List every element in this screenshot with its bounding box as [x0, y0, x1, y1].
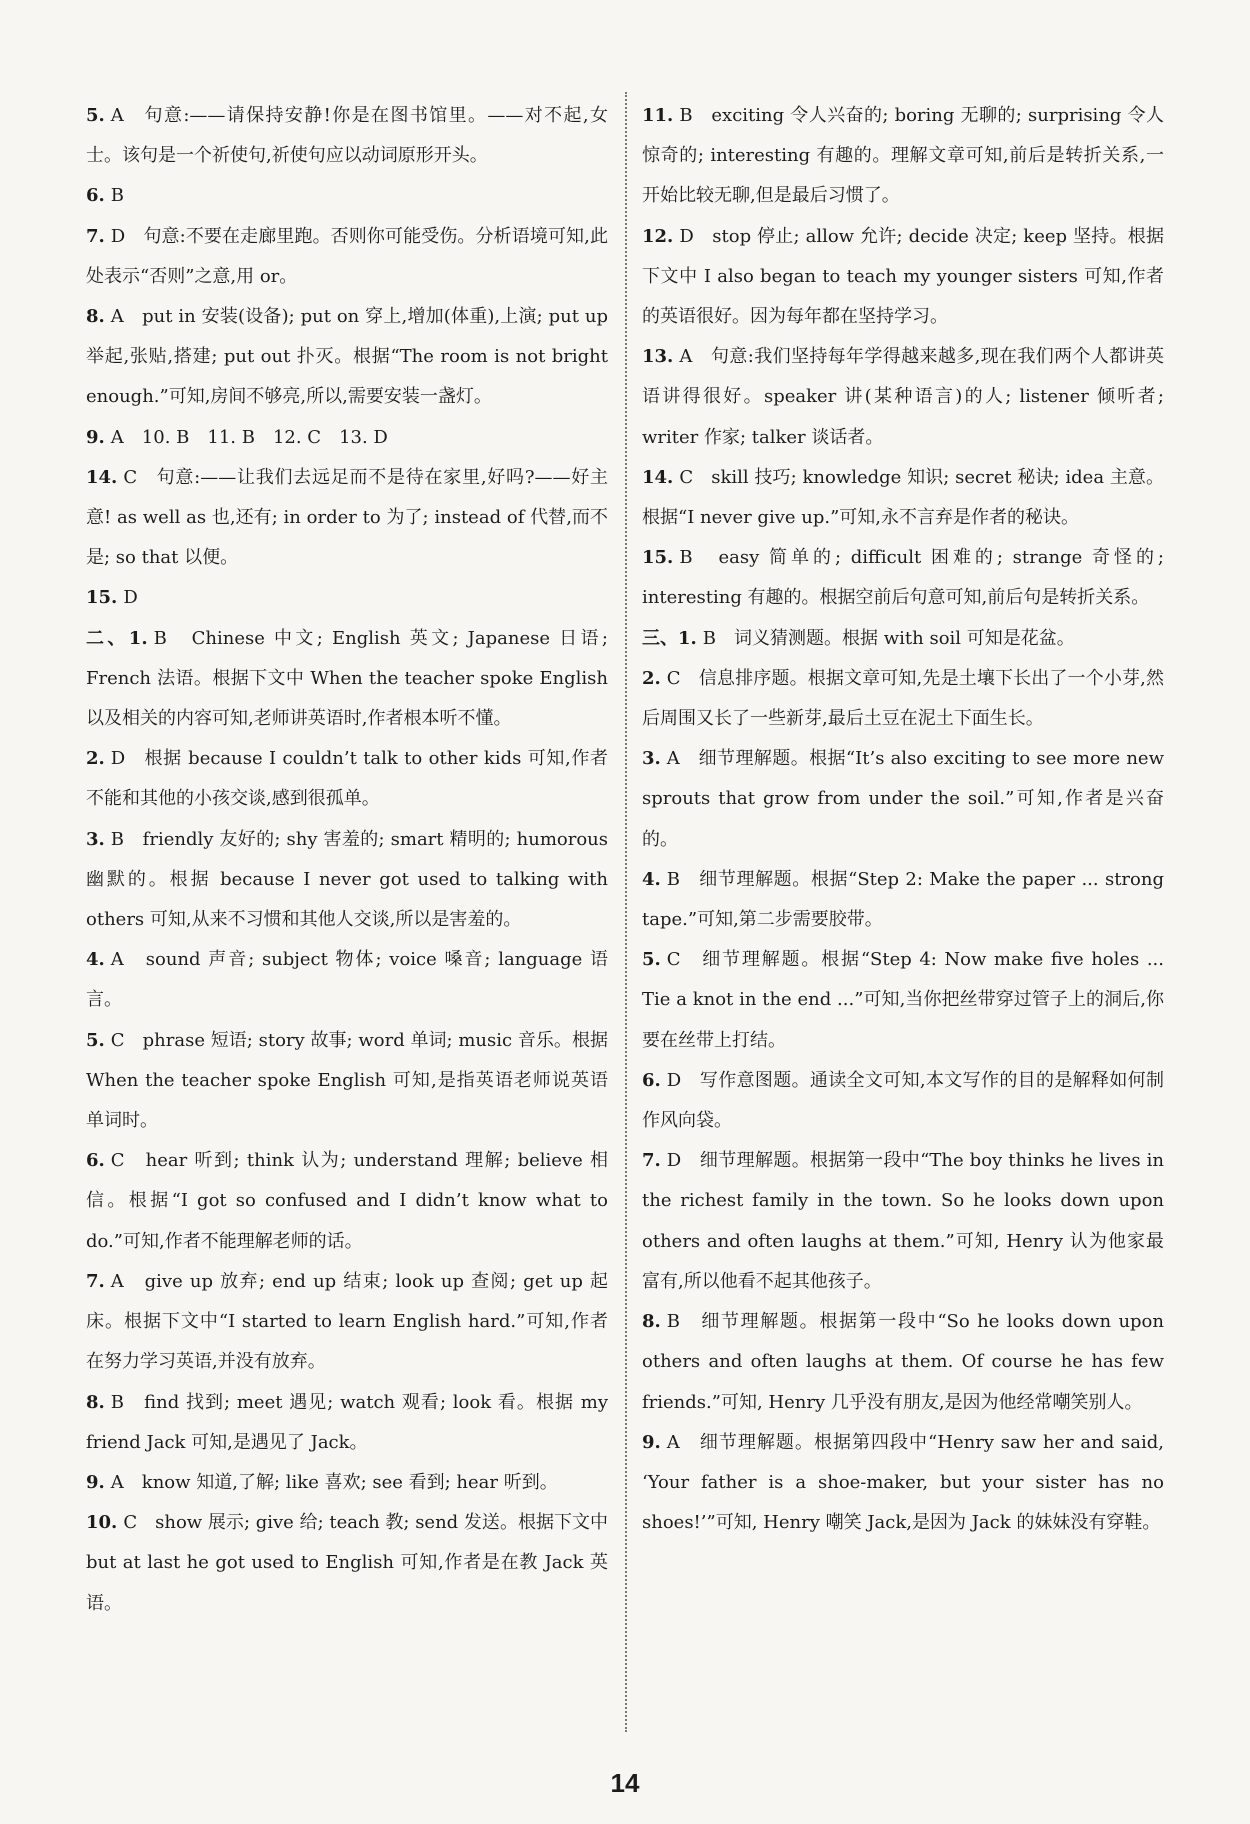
answer-number: 3.	[642, 748, 661, 770]
answer-item	[86, 820, 608, 941]
answer-item	[642, 619, 1164, 659]
answer-number: 6.	[642, 1069, 661, 1091]
answer-number: 二、1.	[86, 627, 148, 649]
answer-item	[86, 1383, 608, 1463]
answer-number: 8.	[86, 1391, 105, 1413]
answer-item	[86, 1141, 608, 1262]
answer-number: 7.	[642, 1150, 661, 1172]
answer-item	[86, 578, 608, 618]
answer-text: B Chinese 中文; English 英文; Japanese 日语; French 法语。根据下文中 When the teacher spoke English 以及相关的内容可知,老师讲英语时,作者根本听不懂。	[86, 627, 608, 730]
answer-number: 5.	[86, 1029, 105, 1051]
answer-text: D 写作意图题。通读全文可知,本文写作的目的是解释如何制作风向袋。	[642, 1069, 1164, 1132]
answer-number: 14.	[86, 466, 118, 488]
answer-item	[642, 1423, 1164, 1544]
answer-number: 6.	[86, 1150, 105, 1172]
answer-number: 15.	[642, 547, 674, 569]
answer-text: D	[123, 587, 138, 609]
answer-number: 15.	[86, 587, 118, 609]
answer-text: B friendly 友好的; shy 害羞的; smart 精明的; humorous 幽默的。根据 because I never got used to talking with others 可知,从来不习惯和其他人交谈,所以是害羞的。	[86, 828, 608, 931]
answer-text: C hear 听到; think 认为; understand 理解; believe 相信。根据“I got so confused and I didn’t know what to do.”可知,作者不能理解老师的话。	[86, 1150, 608, 1252]
answer-number: 6.	[86, 185, 105, 207]
answer-text: A know 知道,了解; like 喜欢; see 看到; hear 听到。	[110, 1471, 558, 1493]
answer-number: 9.	[642, 1431, 661, 1453]
answer-number: 14.	[642, 466, 674, 488]
answer-text: B easy 简单的; difficult 困难的; strange 奇怪的; interesting 有趣的。根据空前后句意可知,前后句是转折关系。	[642, 547, 1164, 609]
answer-text: C show 展示; give 给; teach 教; send 发送。根据下文中 but at last he got used to English 可知,作者是在教 Jack 英语。	[86, 1512, 608, 1614]
answer-item	[642, 659, 1164, 739]
answer-item	[86, 1503, 608, 1624]
answer-item	[86, 1021, 608, 1142]
answer-number: 13.	[642, 346, 674, 368]
answer-number: 2.	[642, 667, 661, 689]
answer-text: B 细节理解题。根据“Step 2: Make the paper ... strong tape.”可知,第二步需要胶带。	[642, 868, 1164, 931]
answer-item	[642, 739, 1164, 860]
column-divider	[625, 92, 627, 1732]
answer-item	[642, 96, 1164, 217]
answer-text: C phrase 短语; story 故事; word 单词; music 音乐。根据 When the teacher spoke English 可知,是指英语老师说英语单词时。	[86, 1029, 608, 1132]
answer-item	[642, 860, 1164, 940]
answer-number: 三、1.	[642, 627, 697, 649]
answer-number: 7.	[86, 225, 105, 247]
answer-number: 7.	[86, 1270, 105, 1292]
answer-text: A 句意:——请保持安静!你是在图书馆里。——对不起,女士。该句是一个祈使句,祈使句应以动词原形开头。	[86, 105, 608, 167]
answer-number: 10.	[86, 1512, 118, 1534]
right-column	[642, 96, 1164, 1543]
answer-number: 4.	[86, 949, 105, 971]
answer-item	[86, 619, 608, 740]
answer-item	[86, 1262, 608, 1383]
answer-number: 8.	[86, 306, 105, 328]
answer-number: 4.	[642, 868, 661, 890]
answer-number: 8.	[642, 1311, 661, 1333]
answer-text: C 句意:——让我们去远足而不是待在家里,好吗?——好主意! as well as 也,还有; in order to 为了; instead of 代替,而不是; so that 以便。	[86, 466, 608, 569]
answer-text: A give up 放弃; end up 结束; look up 查阅; get up 起床。根据下文中“I started to learn English hard.”可知,作者在努力学习英语,并没有放弃。	[86, 1270, 608, 1373]
answer-text: B	[110, 185, 125, 207]
answer-text: B find 找到; meet 遇见; watch 观看; look 看。根据 my friend Jack 可知,是遇见了 Jack。	[86, 1391, 608, 1453]
answer-text: B exciting 令人兴奋的; boring 无聊的; surprising 令人惊奇的; interesting 有趣的。理解文章可知,前后是转折关系,一开始比较无聊,但是最后习惯了。	[642, 105, 1164, 207]
answer-text: D 细节理解题。根据第一段中“The boy thinks he lives in the richest family in the town. So he looks down upon others and often laughs at them.”可知, Henry 认为他家最富有,所以他看不起其他孩子。	[642, 1150, 1164, 1292]
answer-item	[86, 418, 608, 458]
answer-number: 9.	[86, 426, 105, 448]
answer-item	[642, 458, 1164, 538]
answer-text: D 句意:不要在走廊里跑。否则你可能受伤。分析语境可知,此处表示“否则”之意,用 or。	[86, 225, 608, 287]
answer-text: B 细节理解题。根据第一段中“So he looks down upon others and often laughs at them. Of course he has few friends.”可知, Henry 几乎没有朋友,是因为他经常嘲笑别人。	[642, 1311, 1164, 1413]
answer-text: A 细节理解题。根据“It’s also exciting to see more new sprouts that grow from under the soil.”可知,作者是兴奋的。	[642, 748, 1164, 850]
page-number: 14	[610, 1768, 640, 1798]
answer-item	[642, 940, 1164, 1061]
answer-item	[642, 538, 1164, 618]
answer-item	[86, 940, 608, 1020]
left-column	[86, 96, 608, 1624]
answer-text: C 细节理解题。根据“Step 4: Now make five holes ... Tie a knot in the end ...”可知,当你把丝带穿过管子上的洞后,你要在丝带上打结。	[642, 949, 1164, 1051]
answer-number: 3.	[86, 828, 105, 850]
answer-item	[86, 739, 608, 819]
answer-number: 5.	[642, 949, 661, 971]
answer-text: A 细节理解题。根据第四段中“Henry saw her and said, ‘Your father is a shoe-maker, but your sister has no shoes!’”可知, Henry 嘲笑 Jack,是因为 Jack 的妹妹没有穿鞋。	[642, 1431, 1164, 1534]
answer-text: B 词义猜测题。根据 with soil 可知是花盆。	[702, 627, 1075, 649]
answer-item	[86, 458, 608, 579]
answer-text: A put in 安装(设备); put on 穿上,增加(体重),上演; put up 举起,张贴,搭建; put out 扑灭。根据“The room is not bright enough.”可知,房间不够亮,所以,需要安装一盏灯。	[86, 306, 608, 408]
answer-text: A 句意:我们坚持每年学得越来越多,现在我们两个人都讲英语讲得很好。speaker 讲(某种语言)的人; listener 倾听者; writer 作家; talker 谈话者。	[642, 346, 1164, 448]
answer-number: 9.	[86, 1471, 105, 1493]
answer-text: D 根据 because I couldn’t talk to other kids 可知,作者不能和其他的小孩交谈,感到很孤单。	[86, 748, 608, 810]
answer-number: 11.	[642, 105, 674, 126]
answer-item	[642, 1302, 1164, 1423]
answer-item	[86, 96, 608, 176]
answer-item	[86, 217, 608, 297]
answer-text: C skill 技巧; knowledge 知识; secret 秘诀; idea 主意。根据“I never give up.”可知,永不言弃是作者的秘诀。	[642, 466, 1164, 529]
answer-item	[86, 297, 608, 418]
answer-number: 2.	[86, 748, 105, 770]
answer-item	[642, 337, 1164, 458]
answer-text: A 10. B 11. B 12. C 13. D	[110, 426, 388, 448]
answer-item	[642, 217, 1164, 338]
answer-item	[642, 1141, 1164, 1302]
answer-text: D stop 停止; allow 允许; decide 决定; keep 坚持。根据下文中 I also began to teach my younger sisters 可知,作者的英语很好。因为每年都在坚持学习。	[642, 225, 1164, 328]
answer-item	[642, 1061, 1164, 1141]
answer-text: C 信息排序题。根据文章可知,先是土壤下长出了一个小芽,然后周围又长了一些新芽,最后土豆在泥土下面生长。	[642, 667, 1164, 730]
answer-text: A sound 声音; subject 物体; voice 嗓音; language 语言。	[86, 949, 608, 1011]
answer-item	[86, 1463, 608, 1503]
answer-item	[86, 176, 608, 216]
answer-number: 12.	[642, 225, 674, 247]
answer-number: 5.	[86, 105, 105, 126]
